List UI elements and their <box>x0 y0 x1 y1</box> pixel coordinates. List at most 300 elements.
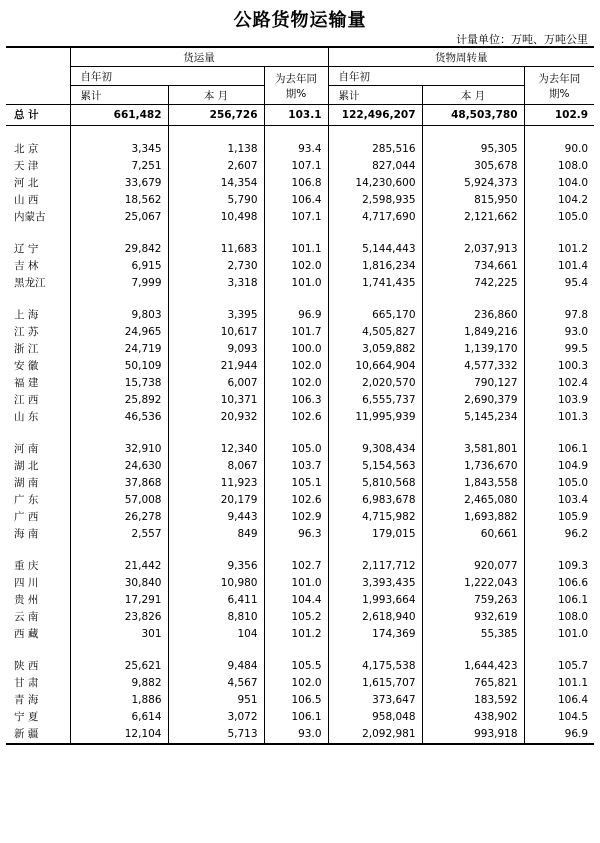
volume-month: 9,484 <box>168 658 264 675</box>
volume-yoy: 105.0 <box>264 441 328 458</box>
volume-month: 5,713 <box>168 726 264 744</box>
spacer-cell <box>422 543 524 558</box>
region-name: 河 南 <box>14 443 39 455</box>
volume-cumulative: 57,008 <box>70 492 168 509</box>
volume-month: 11,683 <box>168 241 264 258</box>
header-month-volume: 本 月 <box>168 86 264 105</box>
total-row <box>6 105 594 126</box>
spacer-cell <box>422 643 524 658</box>
table-row <box>6 658 594 675</box>
volume-month: 6,411 <box>168 592 264 609</box>
turnover-month: 765,821 <box>422 675 524 692</box>
turnover-cumulative: 958,048 <box>328 709 422 726</box>
header-yoy-volume-line2: 期% <box>285 87 307 100</box>
table-row <box>6 709 594 726</box>
spacer-cell <box>328 126 422 142</box>
turnover-cumulative: 10,664,904 <box>328 358 422 375</box>
spacer-cell <box>328 226 422 241</box>
turnover-month: 5,145,234 <box>422 409 524 426</box>
volume-cumulative: 17,291 <box>70 592 168 609</box>
table-row <box>6 692 594 709</box>
table-row <box>6 726 594 744</box>
spacer-cell <box>6 226 70 241</box>
total-volume-month: 256,726 <box>168 105 264 126</box>
spacer-cell <box>168 226 264 241</box>
table-row <box>6 358 594 375</box>
spacer-cell <box>524 226 594 241</box>
volume-cumulative: 25,892 <box>70 392 168 409</box>
turnover-cumulative: 179,015 <box>328 526 422 543</box>
volume-month: 20,932 <box>168 409 264 426</box>
region-name: 新 疆 <box>6 726 70 744</box>
volume-month: 5,790 <box>168 192 264 209</box>
spacer-cell <box>328 426 422 441</box>
table-row <box>6 141 594 158</box>
volume-yoy: 96.3 <box>264 526 328 543</box>
volume-yoy: 105.5 <box>264 658 328 675</box>
volume-yoy: 105.2 <box>264 609 328 626</box>
turnover-month: 2,121,662 <box>422 209 524 226</box>
volume-yoy: 102.6 <box>264 409 328 426</box>
turnover-yoy: 104.9 <box>524 458 594 475</box>
volume-cumulative: 50,109 <box>70 358 168 375</box>
volume-month: 20,179 <box>168 492 264 509</box>
table-row <box>6 241 594 258</box>
spacer-cell <box>70 643 168 658</box>
turnover-yoy: 103.4 <box>524 492 594 509</box>
spacer-cell <box>70 426 168 441</box>
spacer-cell <box>168 643 264 658</box>
turnover-yoy: 106.6 <box>524 575 594 592</box>
turnover-yoy: 101.4 <box>524 258 594 275</box>
spacer-cell <box>264 292 328 307</box>
turnover-month: 932,619 <box>422 609 524 626</box>
volume-cumulative: 25,621 <box>70 658 168 675</box>
volume-cumulative: 9,803 <box>70 307 168 324</box>
turnover-month: 734,661 <box>422 258 524 275</box>
spacer-cell <box>70 126 168 142</box>
volume-month: 14,354 <box>168 175 264 192</box>
volume-yoy: 106.1 <box>264 709 328 726</box>
volume-cumulative: 7,251 <box>70 158 168 175</box>
spacer-cell <box>70 543 168 558</box>
volume-month: 849 <box>168 526 264 543</box>
volume-month: 12,340 <box>168 441 264 458</box>
turnover-cumulative: 5,810,568 <box>328 475 422 492</box>
region-name: 北 京 <box>14 143 39 155</box>
table-row <box>6 175 594 192</box>
group-spacer <box>6 643 594 658</box>
volume-yoy: 107.1 <box>264 158 328 175</box>
turnover-cumulative: 1,993,664 <box>328 592 422 609</box>
turnover-month: 2,465,080 <box>422 492 524 509</box>
spacer-cell <box>524 543 594 558</box>
spacer-cell <box>264 226 328 241</box>
volume-cumulative: 24,630 <box>70 458 168 475</box>
spacer-cell <box>524 643 594 658</box>
turnover-month: 993,918 <box>422 726 524 744</box>
turnover-cumulative: 2,618,940 <box>328 609 422 626</box>
turnover-yoy: 96.2 <box>524 526 594 543</box>
table-row <box>6 341 594 358</box>
turnover-month: 1,736,670 <box>422 458 524 475</box>
turnover-yoy: 93.0 <box>524 324 594 341</box>
turnover-cumulative: 665,170 <box>328 307 422 324</box>
total-turnover-cumulative: 122,496,207 <box>328 105 422 126</box>
table-row <box>6 192 594 209</box>
table-row <box>6 475 594 492</box>
volume-month: 6,007 <box>168 375 264 392</box>
table-row <box>6 509 594 526</box>
group-spacer <box>6 543 594 558</box>
spacer-cell <box>328 543 422 558</box>
header-cumulative-volume: 累计 <box>70 86 168 105</box>
volume-yoy: 106.3 <box>264 392 328 409</box>
volume-yoy: 102.7 <box>264 558 328 575</box>
turnover-yoy: 105.7 <box>524 658 594 675</box>
turnover-month: 790,127 <box>422 375 524 392</box>
region-name: 甘 肃 <box>14 677 39 689</box>
region-name: 广 东 <box>14 494 39 506</box>
region-name: 重 庆 <box>14 560 39 572</box>
turnover-yoy: 96.9 <box>524 726 594 744</box>
table-row <box>6 307 594 324</box>
region-name: 陕 西 <box>14 660 39 672</box>
turnover-cumulative: 1,741,435 <box>328 275 422 292</box>
table-row <box>6 324 594 341</box>
volume-month: 1,138 <box>168 141 264 158</box>
turnover-cumulative: 3,059,882 <box>328 341 422 358</box>
table-row <box>6 375 594 392</box>
volume-yoy: 107.1 <box>264 209 328 226</box>
region-name: 辽 宁 <box>14 243 39 255</box>
turnover-yoy: 105.9 <box>524 509 594 526</box>
unit-note: 计量单位：万吨、万吨公里 <box>456 33 588 46</box>
turnover-month: 5,924,373 <box>422 175 524 192</box>
volume-yoy: 102.0 <box>264 258 328 275</box>
region-name: 上 海 <box>14 309 39 321</box>
region-name: 山 西 <box>14 194 39 206</box>
spacer-cell <box>422 126 524 142</box>
turnover-cumulative: 285,516 <box>328 141 422 158</box>
volume-yoy: 103.7 <box>264 458 328 475</box>
region-name: 江 苏 <box>14 326 39 338</box>
table-body <box>6 105 594 745</box>
turnover-yoy: 108.0 <box>524 609 594 626</box>
turnover-month: 920,077 <box>422 558 524 575</box>
turnover-yoy: 100.3 <box>524 358 594 375</box>
freight-table <box>6 46 594 745</box>
volume-yoy: 102.6 <box>264 492 328 509</box>
region-name: 河 北 <box>14 177 39 189</box>
volume-cumulative: 30,840 <box>70 575 168 592</box>
turnover-yoy: 104.2 <box>524 192 594 209</box>
volume-yoy: 101.7 <box>264 324 328 341</box>
table-row <box>6 258 594 275</box>
region-name: 黑龙江 <box>14 277 46 289</box>
header-yoy-volume-line1: 为去年同 <box>275 72 317 85</box>
volume-yoy: 96.9 <box>264 307 328 324</box>
region-name: 西 藏 <box>14 628 39 640</box>
turnover-cumulative: 373,647 <box>328 692 422 709</box>
group-spacer <box>6 226 594 241</box>
table-row <box>6 392 594 409</box>
table-row <box>6 441 594 458</box>
turnover-cumulative: 2,117,712 <box>328 558 422 575</box>
turnover-yoy: 95.4 <box>524 275 594 292</box>
total-turnover-yoy: 102.9 <box>524 105 594 126</box>
volume-month: 4,567 <box>168 675 264 692</box>
volume-cumulative: 46,536 <box>70 409 168 426</box>
turnover-yoy: 109.3 <box>524 558 594 575</box>
turnover-month: 95,305 <box>422 141 524 158</box>
volume-cumulative: 18,562 <box>70 192 168 209</box>
spacer-cell <box>70 226 168 241</box>
spacer-cell <box>422 226 524 241</box>
header-blank <box>6 47 70 105</box>
table-row <box>6 275 594 292</box>
turnover-cumulative: 6,555,737 <box>328 392 422 409</box>
header-freight-volume: 货运量 <box>70 47 328 67</box>
table-row <box>6 409 594 426</box>
table-row <box>6 626 594 643</box>
turnover-month: 1,644,423 <box>422 658 524 675</box>
turnover-month: 438,902 <box>422 709 524 726</box>
turnover-yoy: 101.1 <box>524 675 594 692</box>
turnover-cumulative: 4,175,538 <box>328 658 422 675</box>
table-row <box>6 609 594 626</box>
volume-cumulative: 37,868 <box>70 475 168 492</box>
volume-cumulative: 25,067 <box>70 209 168 226</box>
spacer-cell <box>264 126 328 142</box>
spacer-cell <box>264 543 328 558</box>
turnover-yoy: 105.0 <box>524 209 594 226</box>
volume-yoy: 101.1 <box>264 241 328 258</box>
turnover-yoy: 99.5 <box>524 341 594 358</box>
group-spacer <box>6 426 594 441</box>
volume-yoy: 101.2 <box>264 626 328 643</box>
spacer-cell <box>6 292 70 307</box>
region-name: 内蒙古 <box>14 211 46 223</box>
table-row <box>6 575 594 592</box>
turnover-month: 4,577,332 <box>422 358 524 375</box>
volume-cumulative: 12,104 <box>70 726 168 744</box>
spacer-cell <box>328 292 422 307</box>
volume-month: 3,395 <box>168 307 264 324</box>
total-label: 总 计 <box>6 105 70 126</box>
turnover-month: 1,139,170 <box>422 341 524 358</box>
volume-month: 8,067 <box>168 458 264 475</box>
table-row <box>6 675 594 692</box>
spacer-cell <box>422 292 524 307</box>
header-cumulative-turnover: 累计 <box>328 86 422 105</box>
volume-cumulative: 3,345 <box>70 141 168 158</box>
turnover-cumulative: 9,308,434 <box>328 441 422 458</box>
turnover-cumulative: 827,044 <box>328 158 422 175</box>
turnover-cumulative: 6,983,678 <box>328 492 422 509</box>
turnover-cumulative: 1,615,707 <box>328 675 422 692</box>
header-yoy-turnover-line1: 为去年同 <box>538 72 581 85</box>
volume-month: 9,443 <box>168 509 264 526</box>
volume-cumulative: 29,842 <box>70 241 168 258</box>
volume-cumulative: 33,679 <box>70 175 168 192</box>
volume-yoy: 102.0 <box>264 675 328 692</box>
total-volume-yoy: 103.1 <box>264 105 328 126</box>
turnover-month: 183,592 <box>422 692 524 709</box>
volume-cumulative: 26,278 <box>70 509 168 526</box>
spacer-cell <box>168 426 264 441</box>
region-name: 青 海 <box>14 694 39 706</box>
turnover-month: 1,693,882 <box>422 509 524 526</box>
turnover-yoy: 106.1 <box>524 592 594 609</box>
table-row <box>6 492 594 509</box>
header-ytd-turnover: 自年初 <box>328 67 524 86</box>
turnover-yoy: 105.0 <box>524 475 594 492</box>
total-turnover-month: 48,503,780 <box>422 105 524 126</box>
turnover-cumulative: 14,230,600 <box>328 175 422 192</box>
turnover-cumulative: 2,020,570 <box>328 375 422 392</box>
region-name: 湖 北 <box>14 460 39 472</box>
region-name: 宁 夏 <box>14 711 39 723</box>
region-name: 湖 南 <box>14 477 39 489</box>
turnover-yoy: 101.0 <box>524 626 594 643</box>
turnover-yoy: 106.4 <box>524 692 594 709</box>
page-title: 公路货物运输量 <box>233 10 367 31</box>
volume-month: 21,944 <box>168 358 264 375</box>
volume-cumulative: 7,999 <box>70 275 168 292</box>
volume-yoy: 101.0 <box>264 575 328 592</box>
turnover-cumulative: 174,369 <box>328 626 422 643</box>
turnover-month: 815,950 <box>422 192 524 209</box>
spacer-cell <box>70 292 168 307</box>
volume-yoy: 106.8 <box>264 175 328 192</box>
volume-yoy: 101.0 <box>264 275 328 292</box>
spacer-cell <box>6 543 70 558</box>
group-spacer <box>6 126 594 142</box>
turnover-yoy: 102.4 <box>524 375 594 392</box>
table-row <box>6 458 594 475</box>
volume-cumulative: 6,614 <box>70 709 168 726</box>
turnover-cumulative: 3,393,435 <box>328 575 422 592</box>
region-name: 安 徽 <box>14 360 39 372</box>
volume-month: 2,607 <box>168 158 264 175</box>
volume-cumulative: 9,882 <box>70 675 168 692</box>
turnover-yoy: 101.2 <box>524 241 594 258</box>
volume-month: 10,980 <box>168 575 264 592</box>
spacer-cell <box>524 426 594 441</box>
volume-cumulative: 2,557 <box>70 526 168 543</box>
volume-yoy: 93.0 <box>264 726 328 744</box>
turnover-yoy: 103.9 <box>524 392 594 409</box>
turnover-yoy: 108.0 <box>524 158 594 175</box>
volume-cumulative: 6,915 <box>70 258 168 275</box>
spacer-cell <box>168 126 264 142</box>
volume-yoy: 102.9 <box>264 509 328 526</box>
volume-yoy: 105.1 <box>264 475 328 492</box>
table-row <box>6 592 594 609</box>
turnover-month: 742,225 <box>422 275 524 292</box>
turnover-cumulative: 4,505,827 <box>328 324 422 341</box>
table-row <box>6 209 594 226</box>
volume-cumulative: 32,910 <box>70 441 168 458</box>
volume-month: 104 <box>168 626 264 643</box>
turnover-cumulative: 2,092,981 <box>328 726 422 744</box>
turnover-yoy: 101.3 <box>524 409 594 426</box>
turnover-cumulative: 4,717,690 <box>328 209 422 226</box>
volume-month: 3,318 <box>168 275 264 292</box>
turnover-month: 3,581,801 <box>422 441 524 458</box>
region-name: 海 南 <box>14 528 39 540</box>
spacer-cell <box>168 543 264 558</box>
turnover-cumulative: 5,154,563 <box>328 458 422 475</box>
volume-month: 951 <box>168 692 264 709</box>
region-name: 江 西 <box>14 394 39 406</box>
volume-month: 9,093 <box>168 341 264 358</box>
turnover-month: 305,678 <box>422 158 524 175</box>
region-name: 四 川 <box>14 577 39 589</box>
table-row <box>6 526 594 543</box>
header-ytd-volume: 自年初 <box>70 67 264 86</box>
turnover-month: 759,263 <box>422 592 524 609</box>
header-month-turnover: 本 月 <box>422 86 524 105</box>
volume-cumulative: 23,826 <box>70 609 168 626</box>
turnover-month: 236,860 <box>422 307 524 324</box>
turnover-cumulative: 11,995,939 <box>328 409 422 426</box>
volume-cumulative: 21,442 <box>70 558 168 575</box>
volume-cumulative: 301 <box>70 626 168 643</box>
region-name: 云 南 <box>14 611 39 623</box>
spacer-cell <box>524 126 594 142</box>
header-yoy-turnover-line2: 期% <box>549 87 570 100</box>
spacer-cell <box>264 643 328 658</box>
turnover-month: 1,843,558 <box>422 475 524 492</box>
region-name: 贵 州 <box>14 594 39 606</box>
turnover-yoy: 106.1 <box>524 441 594 458</box>
region-name: 广 西 <box>14 511 39 523</box>
turnover-yoy: 104.5 <box>524 709 594 726</box>
header-yoy-volume <box>264 67 328 105</box>
spacer-cell <box>168 292 264 307</box>
turnover-month: 1,222,043 <box>422 575 524 592</box>
region-name: 吉 林 <box>14 260 39 272</box>
turnover-cumulative: 2,598,935 <box>328 192 422 209</box>
volume-yoy: 104.4 <box>264 592 328 609</box>
turnover-month: 2,690,379 <box>422 392 524 409</box>
volume-yoy: 93.4 <box>264 141 328 158</box>
volume-month: 10,617 <box>168 324 264 341</box>
spacer-cell <box>422 426 524 441</box>
turnover-month: 2,037,913 <box>422 241 524 258</box>
turnover-cumulative: 4,715,982 <box>328 509 422 526</box>
volume-month: 3,072 <box>168 709 264 726</box>
volume-cumulative: 15,738 <box>70 375 168 392</box>
table-row <box>6 558 594 575</box>
volume-cumulative: 24,719 <box>70 341 168 358</box>
turnover-yoy: 97.8 <box>524 307 594 324</box>
volume-yoy: 100.0 <box>264 341 328 358</box>
volume-month: 10,498 <box>168 209 264 226</box>
volume-yoy: 102.0 <box>264 375 328 392</box>
spacer-cell <box>6 426 70 441</box>
header-freight-turnover: 货物周转量 <box>328 47 594 67</box>
volume-month: 10,371 <box>168 392 264 409</box>
spacer-cell <box>264 426 328 441</box>
volume-month: 9,356 <box>168 558 264 575</box>
spacer-cell <box>6 643 70 658</box>
volume-yoy: 106.5 <box>264 692 328 709</box>
total-volume-cumulative: 661,482 <box>70 105 168 126</box>
volume-yoy: 106.4 <box>264 192 328 209</box>
